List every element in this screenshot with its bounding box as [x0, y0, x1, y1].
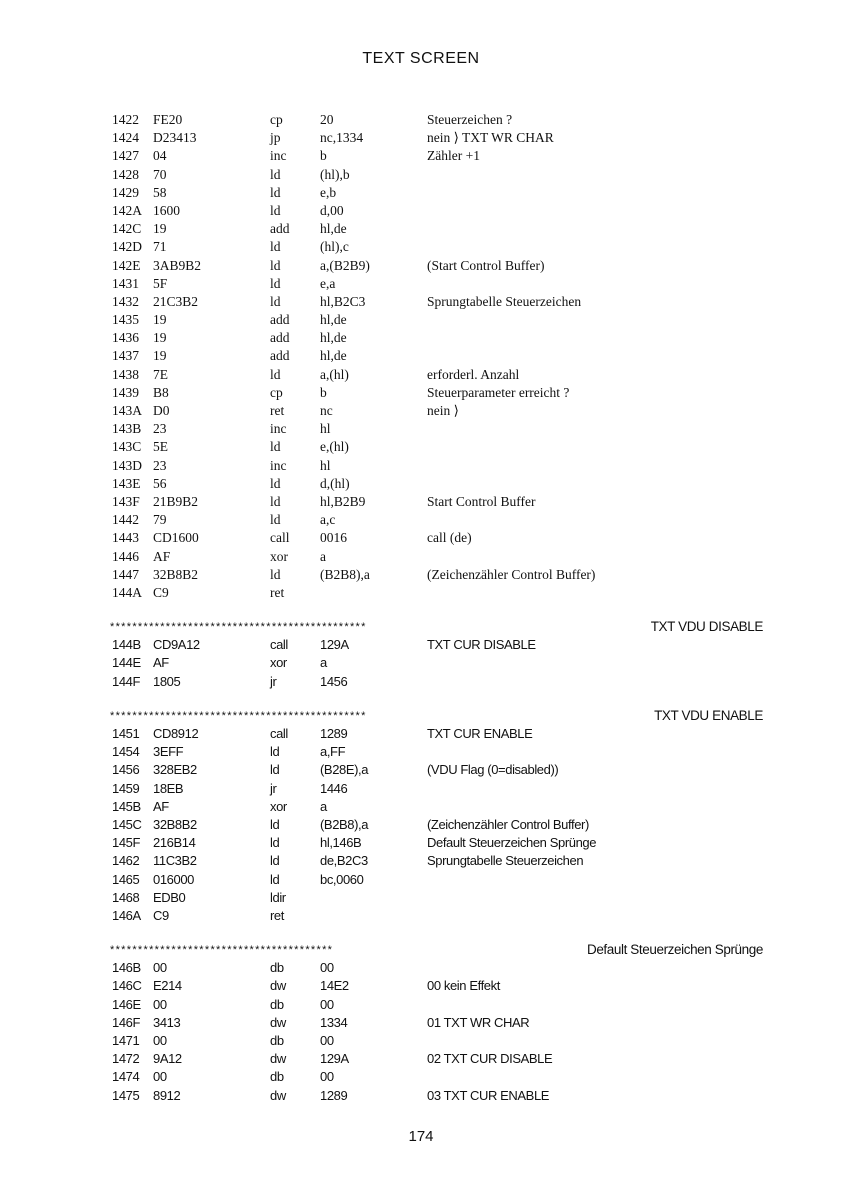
hex-code: D0	[153, 403, 170, 418]
section-label: TXT VDU DISABLE	[650, 619, 763, 635]
address: 1475	[112, 1087, 140, 1103]
hex-code: 9A12	[153, 1051, 182, 1067]
operand: a	[320, 655, 327, 671]
page-number: 174	[408, 1128, 434, 1145]
listing-row	[0, 330, 842, 348]
mnemonic: add	[270, 348, 290, 364]
comment: Default Steuerzeichen Sprünge	[427, 835, 597, 851]
address: 142E	[112, 257, 141, 273]
operand: nc,1334	[320, 130, 364, 146]
mnemonic: db	[270, 960, 284, 976]
hex-code: 23	[153, 457, 167, 473]
mnemonic: dw	[270, 978, 286, 994]
operand: b	[320, 384, 327, 400]
address: 144B	[112, 637, 141, 653]
hex-code: D23413	[153, 130, 197, 146]
comment: (Zeichenzähler Control Buffer)	[427, 566, 596, 582]
operand: d,(hl)	[320, 475, 350, 491]
operand: b	[320, 148, 327, 164]
hex-code: 18EB	[153, 780, 184, 796]
listing-row	[0, 439, 842, 457]
address: 1443	[112, 530, 139, 546]
hex-code: 19	[153, 348, 167, 364]
mnemonic: ld	[270, 744, 280, 760]
address: 145B	[112, 798, 141, 814]
address: 1451	[112, 726, 140, 741]
hex-code: 3AB9B2	[153, 257, 202, 273]
hex-code: 5F	[153, 275, 168, 291]
comment: Sprungtabelle Steuerzeichen	[427, 853, 584, 869]
listing-row	[0, 762, 842, 780]
listing-row	[0, 960, 842, 978]
listing-row	[0, 312, 842, 330]
operand: e,a	[320, 275, 336, 291]
hex-code: 1805	[153, 673, 181, 689]
address: 1472	[112, 1051, 140, 1067]
listing-row	[0, 458, 842, 476]
mnemonic: add	[270, 221, 290, 237]
address: 1454	[112, 744, 140, 760]
address: 1435	[112, 312, 139, 328]
listing-row	[0, 203, 842, 221]
mnemonic: ld	[270, 512, 281, 528]
hex-code: 21C3B2	[153, 293, 199, 309]
address: 1446	[112, 548, 139, 564]
hex-code: 00	[153, 996, 167, 1012]
listing-row	[0, 258, 842, 276]
operand: a	[320, 548, 326, 564]
address: 142D	[112, 239, 142, 255]
listing-row	[0, 781, 842, 799]
address: 143B	[112, 421, 142, 437]
mnemonic: ld	[270, 871, 280, 887]
hex-code: AF	[153, 655, 169, 671]
listing-row	[0, 799, 842, 817]
address: 1424	[112, 130, 139, 146]
hex-code: 00	[153, 960, 167, 976]
hex-code: C9	[153, 907, 169, 923]
mnemonic: ld	[270, 853, 280, 869]
mnemonic: ld	[270, 166, 281, 182]
comment: 01 TXT WR CHAR	[427, 1014, 530, 1030]
hex-code: EDB0	[153, 889, 186, 905]
listing-row	[0, 1069, 842, 1087]
mnemonic: db	[270, 996, 284, 1012]
hex-code: AF	[153, 548, 171, 564]
comment: TXT CUR ENABLE	[427, 726, 533, 741]
mnemonic: xor	[270, 655, 287, 671]
hex-code: 58	[153, 184, 167, 200]
hex-code: 7E	[153, 366, 168, 382]
comment: 03 TXT CUR ENABLE	[427, 1087, 550, 1103]
spacer	[0, 603, 842, 619]
hex-code: C9	[153, 584, 169, 600]
operand: 14E2	[320, 978, 349, 994]
comment: TXT CUR DISABLE	[427, 637, 536, 653]
operand: (B2B8),a	[320, 816, 369, 832]
hex-code: E214	[153, 978, 182, 994]
listing-row	[0, 817, 842, 835]
address: 146E	[112, 996, 141, 1012]
hex-code: 21B9B2	[153, 493, 199, 509]
operand: d,00	[320, 202, 344, 218]
operand: hl,B2C3	[320, 293, 366, 309]
listing-row	[0, 978, 842, 996]
listing-row	[0, 637, 842, 655]
address: 1429	[112, 184, 139, 200]
hex-code: 3EFF	[153, 744, 184, 760]
listing-row	[0, 294, 842, 312]
address: 1471	[112, 1033, 140, 1048]
listing-row	[0, 674, 842, 692]
address: 144F	[112, 673, 141, 689]
hex-code: 216B14	[153, 835, 196, 851]
comment: nein ⟩	[427, 403, 459, 418]
listing-row	[0, 530, 842, 548]
listing-row	[0, 853, 842, 871]
hex-code: 19	[153, 330, 167, 346]
operand: 1334	[320, 1014, 348, 1030]
mnemonic: xor	[270, 548, 288, 564]
comment: 02 TXT CUR DISABLE	[427, 1051, 553, 1067]
mnemonic: call	[270, 637, 288, 653]
operand: (B28E),a	[320, 762, 369, 778]
address: 1422	[112, 112, 139, 127]
comment: Steuerzeichen ?	[427, 112, 513, 127]
listing-row	[0, 726, 842, 744]
address: 146A	[112, 907, 141, 923]
address: 146F	[112, 1014, 141, 1030]
mnemonic: ld	[270, 366, 281, 382]
mnemonic: jr	[270, 780, 277, 796]
address: 1436	[112, 330, 139, 346]
address: 146C	[112, 978, 142, 994]
hex-code: CD8912	[153, 726, 199, 741]
operand: 129A	[320, 1051, 349, 1067]
hex-code: 19	[153, 221, 167, 237]
address: 1462	[112, 853, 140, 869]
operand: 00	[320, 960, 334, 976]
operand: (B2B8),a	[320, 566, 370, 582]
mnemonic: jr	[270, 673, 277, 689]
mnemonic: ld	[270, 816, 280, 832]
hex-code: 328EB2	[153, 762, 197, 778]
operand: hl,B2B9	[320, 493, 366, 509]
operand: 1289	[320, 726, 348, 741]
comment: Steuerparameter erreicht ?	[427, 384, 570, 400]
listing-row	[0, 744, 842, 762]
operand: 00	[320, 1069, 334, 1085]
address: 1439	[112, 384, 139, 400]
listing-row	[0, 367, 842, 385]
separator-stars: **********************************************	[110, 621, 367, 634]
mnemonic: dw	[270, 1051, 286, 1067]
address: 146B	[112, 960, 141, 976]
listing-row	[0, 1033, 842, 1051]
mnemonic: ld	[270, 275, 281, 291]
address: 145C	[112, 816, 142, 832]
mnemonic: call	[270, 726, 288, 741]
page-title: TEXT SCREEN	[362, 50, 480, 67]
operand: (hl),b	[320, 166, 350, 182]
hex-code: AF	[153, 798, 169, 814]
hex-code: FE20	[153, 112, 183, 127]
hex-code: 00	[153, 1069, 167, 1085]
listing-row	[0, 512, 842, 530]
operand: a,(hl)	[320, 366, 349, 382]
mnemonic: ld	[270, 184, 281, 200]
operand: nc	[320, 403, 333, 418]
listing-row	[0, 148, 842, 166]
address: 1459	[112, 780, 140, 796]
mnemonic: ld	[270, 257, 281, 273]
mnemonic: xor	[270, 798, 287, 814]
operand: hl,de	[320, 312, 347, 328]
hex-code: 00	[153, 1033, 167, 1048]
mnemonic: add	[270, 312, 290, 328]
operand: a	[320, 798, 327, 814]
section-separator	[0, 942, 842, 960]
operand: e,(hl)	[320, 439, 349, 455]
hex-code: 8912	[153, 1087, 181, 1103]
section-separator	[0, 619, 842, 637]
operand: 20	[320, 112, 334, 127]
listing-row	[0, 549, 842, 567]
mnemonic: ret	[270, 403, 285, 418]
operand: 129A	[320, 637, 349, 653]
hex-code: 23	[153, 421, 167, 437]
mnemonic: db	[270, 1069, 284, 1085]
hex-code: CD9A12	[153, 637, 200, 653]
hex-code: 016000	[153, 871, 194, 887]
operand: e,b	[320, 184, 337, 200]
address: 143A	[112, 403, 142, 418]
hex-code: 32B8B2	[153, 566, 199, 582]
address: 144A	[112, 584, 142, 600]
mnemonic: ld	[270, 239, 281, 255]
operand: a,FF	[320, 744, 346, 760]
mnemonic: ret	[270, 584, 285, 600]
hex-code: 71	[153, 239, 167, 255]
operand: (hl),c	[320, 239, 349, 255]
listing-row	[0, 385, 842, 403]
mnemonic: inc	[270, 148, 287, 164]
listing-row	[0, 585, 842, 603]
mnemonic: ld	[270, 439, 281, 455]
listing-row	[0, 1051, 842, 1069]
mnemonic: cp	[270, 384, 283, 400]
listing-row	[0, 276, 842, 294]
section-separator	[0, 708, 842, 726]
listing-row	[0, 421, 842, 439]
operand: 1456	[320, 673, 348, 689]
comment: 00 kein Effekt	[427, 978, 500, 994]
hex-code: B8	[153, 384, 169, 400]
listing-row	[0, 494, 842, 512]
listing-row	[0, 908, 842, 926]
hex-code: 5E	[153, 439, 168, 455]
listing-row	[0, 872, 842, 890]
address: 1465	[112, 871, 140, 887]
mnemonic: ld	[270, 293, 281, 309]
address: 1427	[112, 148, 139, 164]
operand: bc,0060	[320, 871, 364, 887]
mnemonic: ld	[270, 835, 280, 851]
comment: (Start Control Buffer)	[427, 257, 545, 273]
hex-code: 3413	[153, 1014, 181, 1030]
hex-code: 19	[153, 312, 167, 328]
hex-code: 04	[153, 148, 167, 164]
address: 143D	[112, 457, 142, 473]
address: 1442	[112, 512, 139, 528]
hex-code: 11C3B2	[153, 853, 197, 869]
operand: 00	[320, 996, 334, 1012]
mnemonic: dw	[270, 1087, 286, 1103]
listing-row	[0, 476, 842, 494]
listing-row	[0, 185, 842, 203]
listing-row	[0, 997, 842, 1015]
section-label: Default Steuerzeichen Sprünge	[586, 942, 763, 958]
comment: nein ⟩ TXT WR CHAR	[427, 130, 554, 146]
operand: hl,de	[320, 221, 347, 237]
address: 1456	[112, 762, 140, 778]
mnemonic: cp	[270, 112, 283, 127]
mnemonic: add	[270, 330, 290, 346]
address: 143C	[112, 439, 142, 455]
operand: hl	[320, 457, 331, 473]
operand: de,B2C3	[320, 853, 368, 869]
listing-row	[0, 1088, 842, 1106]
address: 1432	[112, 293, 139, 309]
listing-row	[0, 348, 842, 366]
address: 1447	[112, 566, 139, 582]
address: 142C	[112, 221, 142, 237]
hex-code: 70	[153, 166, 167, 182]
listing-row	[0, 239, 842, 257]
mnemonic: ld	[270, 762, 280, 778]
mnemonic: ld	[270, 475, 281, 491]
operand: 1446	[320, 780, 348, 796]
address: 142A	[112, 202, 142, 218]
operand: 1289	[320, 1087, 348, 1103]
listing-row	[0, 890, 842, 908]
address: 143F	[112, 493, 140, 509]
hex-code: 1600	[153, 202, 180, 218]
address: 1474	[112, 1069, 140, 1085]
comment: (Zeichenzähler Control Buffer)	[427, 816, 589, 832]
comment: erforderl. Anzahl	[427, 366, 520, 382]
listing-row	[0, 567, 842, 585]
address: 1428	[112, 166, 139, 182]
mnemonic: call	[270, 530, 290, 546]
hex-code: 79	[153, 512, 167, 528]
comment: Start Control Buffer	[427, 493, 536, 509]
hex-code: CD1600	[153, 530, 199, 546]
mnemonic: ret	[270, 907, 284, 923]
separator-stars: ****************************************	[110, 944, 334, 957]
operand: hl,de	[320, 330, 347, 346]
hex-code: 56	[153, 475, 167, 491]
address: 1437	[112, 348, 139, 364]
comment: call (de)	[427, 530, 472, 546]
separator-stars: **********************************************	[110, 709, 367, 722]
section-label: TXT VDU ENABLE	[654, 707, 763, 723]
listing-row	[0, 167, 842, 185]
operand: a,c	[320, 512, 336, 528]
listing-row	[0, 112, 842, 130]
hex-code: 32B8B2	[153, 816, 197, 832]
operand: hl	[320, 421, 331, 437]
mnemonic: db	[270, 1033, 284, 1048]
operand: a,(B2B9)	[320, 257, 370, 273]
listing-row	[0, 1015, 842, 1033]
address: 1438	[112, 366, 139, 382]
listing	[0, 112, 842, 1106]
spacer	[0, 926, 842, 942]
mnemonic: jp	[270, 130, 281, 146]
mnemonic: inc	[270, 457, 287, 473]
operand: 0016	[320, 530, 347, 546]
listing-row	[0, 403, 842, 421]
mnemonic: ld	[270, 202, 281, 218]
mnemonic: dw	[270, 1014, 286, 1030]
spacer	[0, 692, 842, 708]
comment: Zähler +1	[427, 148, 480, 164]
listing-row	[0, 221, 842, 239]
mnemonic: inc	[270, 421, 287, 437]
operand: hl,de	[320, 348, 347, 364]
mnemonic: ldir	[270, 889, 286, 905]
address: 144E	[112, 655, 141, 671]
operand: hl,146B	[320, 835, 362, 851]
address: 1431	[112, 275, 139, 291]
address: 145F	[112, 835, 141, 851]
comment: Sprungtabelle Steuerzeichen	[427, 293, 582, 309]
address: 1468	[112, 889, 140, 905]
mnemonic: ld	[270, 566, 281, 582]
mnemonic: ld	[270, 493, 281, 509]
address: 143E	[112, 475, 141, 491]
operand: 00	[320, 1033, 334, 1048]
comment: (VDU Flag (0=disabled))	[427, 762, 559, 778]
listing-row	[0, 130, 842, 148]
listing-row	[0, 655, 842, 673]
listing-row	[0, 835, 842, 853]
